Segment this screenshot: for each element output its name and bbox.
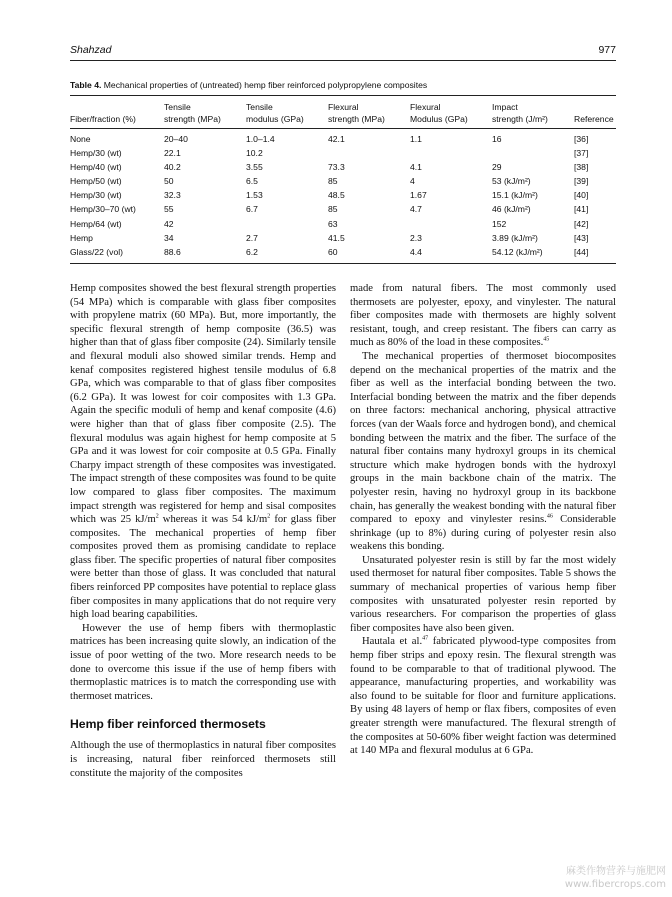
paragraph: However the use of hemp fibers with thermoplastic matrices has been increasing quite slowly, an indication of the issue of poor wetting of the two. More research needs to be done to overcome this issue if the use of hemp fibers with thermoplastic matrices is to match the corresponding use with thermoset matrices.: [70, 622, 336, 702]
column-header-line: Modulus (GPa): [410, 114, 468, 124]
cell-flexural-modulus: 4.7: [410, 204, 422, 215]
cell-flexural-strength: 48.5: [328, 190, 345, 201]
right-column: [350, 282, 616, 758]
cell-tensile-strength: 50: [164, 176, 174, 187]
column-header: [164, 97, 246, 129]
table-row: [70, 245, 616, 259]
table-caption-text: Mechanical properties of (untreated) hemp fiber reinforced polypropylene composites: [103, 80, 428, 90]
cell-flexural-strength: 63: [328, 218, 338, 229]
column-header-line: strength (J/m²): [492, 114, 548, 124]
cell-reference: [39]: [574, 176, 589, 187]
cell-fiber: Hemp/30 (wt): [70, 148, 122, 159]
cell-flexural-modulus: 2.3: [410, 232, 422, 243]
column-header-line: Impact: [492, 102, 518, 112]
cell-impact-strength: 54.12 (kJ/m²): [492, 246, 543, 257]
citation-superscript: 45: [543, 336, 550, 343]
cell-tensile-modulus: 2.7: [246, 232, 258, 243]
cell-flexural-strength: 85: [328, 204, 338, 215]
column-header: [410, 97, 492, 129]
cell-impact-strength: 16: [492, 134, 502, 144]
citation-superscript: 46: [546, 513, 553, 520]
cell-impact-strength: 15.1 (kJ/m²): [492, 190, 538, 201]
cell-impact-strength: [492, 146, 574, 160]
column-header-line: [574, 101, 616, 113]
table-label: Table 4.: [70, 80, 102, 90]
cell-tensile-modulus: 3.55: [246, 162, 263, 173]
cell-flexural-strength: 60: [328, 246, 338, 257]
cell-flexural-strength: 73.3: [328, 162, 345, 173]
column-header-line: Flexural: [410, 102, 441, 112]
cell-flexural-modulus: 1.67: [410, 190, 427, 201]
cell-impact-strength: 3.89 (kJ/m²): [492, 232, 538, 243]
column-header-line: Tensile: [246, 102, 273, 112]
cell-tensile-modulus: 6.7: [246, 204, 258, 215]
superscript: 2: [267, 513, 271, 520]
cell-tensile-strength: 55: [164, 204, 174, 215]
cell-flexural-strength: [328, 146, 410, 160]
cell-fiber: Glass/22 (vol): [70, 246, 124, 257]
cell-tensile-modulus: [246, 217, 328, 231]
cell-fiber: Hemp/30–70 (wt): [70, 204, 136, 215]
table-caption: [70, 80, 616, 90]
watermark-line: www.fibercrops.com: [564, 879, 666, 890]
cell-flexural-modulus: 4.1: [410, 162, 422, 173]
cell-tensile-strength: 34: [164, 232, 174, 243]
watermark: [565, 865, 666, 891]
table-row: [70, 160, 616, 174]
paragraph-text: made from natural fibers. The most commonly used thermosets are polyester, epoxy, and vinylester. The natural fiber composites made with thermosets are highly solvent resistant, tough, and creep resistant. The fibers can carry as much as 80% of the load in these composites.: [350, 283, 616, 349]
mechanical-properties-table: [70, 97, 616, 259]
column-header-line: Reference: [574, 114, 614, 124]
table-header-row: [70, 97, 616, 129]
column-header-line: Tensile: [164, 102, 191, 112]
cell-reference: [41]: [574, 204, 589, 215]
column-header-line: Fiber/fraction (%): [70, 114, 136, 124]
left-column: [70, 282, 336, 780]
cell-impact-strength: 29: [492, 162, 502, 173]
cell-reference: [40]: [574, 190, 589, 201]
paragraph-text: whereas it was 54 kJ/m: [158, 514, 268, 526]
cell-flexural-modulus: [410, 217, 492, 231]
cell-fiber: Hemp/40 (wt): [70, 162, 122, 173]
cell-reference: [43]: [574, 232, 589, 243]
page-number: 977: [598, 44, 616, 56]
table-row: [70, 146, 616, 160]
cell-flexural-strength: 42.1: [328, 134, 345, 144]
column-header: [328, 97, 410, 129]
cell-impact-strength: 53 (kJ/m²): [492, 176, 531, 187]
cell-reference: [42]: [574, 218, 589, 229]
table-row: [70, 217, 616, 231]
cell-tensile-strength: 20–40: [164, 134, 188, 144]
paragraph-text: The mechanical properties of thermoset biocomposites depend on the mechanical properties of the matrix and the fiber as well as the interfacial bonding between the two. Interfacial bonding between the matrix and the fiber depends on three factors: mechanical anchoring, physical attractive forces (van der Waals force and hydrogen bond), and chemical bonding between the matrix and the fiber. The surface of the natural fiber contains many hydroxyl groups in its chemical structure which make hydrogen bonds with the hydroxyl groups in the main backbone chain of the matrix. The polyester resin, having no hydroxyl group in its backbone chain, has generally the weakest bonding with the natural fiber compared to epoxy and vinylester resins.: [350, 350, 616, 526]
watermark-line: 麻类作物营养与施肥网: [566, 866, 666, 877]
table-row: [70, 174, 616, 188]
column-header-line: Flexural: [328, 102, 359, 112]
column-header: [246, 97, 328, 129]
paragraph: [70, 282, 336, 622]
header-rule: [70, 60, 616, 61]
citation-superscript: 47: [422, 635, 429, 642]
cell-reference: [36]: [574, 134, 589, 144]
cell-fiber: Hemp/30 (wt): [70, 190, 122, 201]
cell-tensile-modulus: 1.0–1.4: [246, 134, 275, 144]
column-header-line: modulus (GPa): [246, 114, 304, 124]
column-header-line: strength (MPa): [164, 114, 221, 124]
paragraph-text: Hemp composites showed the best flexural strength properties (54 MPa) which is comparable with glass fiber composites with propylene matrix (60 MPa). But, more importantly, the specific flexural strength of hemp composite (36.5) was higher than that of glass fiber composite (24). Similarly tensile and flexural moduli also showed similar trends. Hemp and kenaf composites registered highest tensile modulus of 6.8 GPa, which was comparable to that of glass fiber composites (6.2 GPa). It was lowest for coir composites with 1.3 GPa. Again the specific moduli of hemp and kenaf composite (4.6) were higher than that of glass fiber composite (2.5). The flexural modulus was again highest for hemp composite at 5 GPa and it was lowest for coir composite at 0.5 GPa. Finally Charpy impact strength of these composites was investigated. The impact strength of these composites was found to be quite low compared to glass fiber composites. The maximum impact strength was registered for hemp and sisal composites which was 25 kJ/m: [70, 283, 336, 526]
table-row: [70, 129, 616, 146]
cell-flexural-strength: 85: [328, 176, 338, 187]
cell-flexural-modulus: [410, 146, 492, 160]
table-row: [70, 202, 616, 216]
column-header: [70, 97, 164, 129]
cell-tensile-strength: 88.6: [164, 246, 181, 257]
paragraph-text: Hautala et al.: [362, 636, 423, 648]
cell-fiber: Hemp/64 (wt): [70, 218, 122, 229]
cell-tensile-modulus: 10.2: [246, 148, 263, 159]
table-bottom-rule: [70, 263, 616, 264]
paragraph-text: Considerable shrinkage (up to 8%) during curing of polyester resin also weakens this bonding.: [350, 514, 617, 553]
paragraph: [350, 282, 616, 350]
cell-tensile-strength: 32.3: [164, 190, 181, 201]
column-header-line: [70, 101, 164, 113]
cell-tensile-strength: 40.2: [164, 162, 181, 173]
cell-tensile-strength: 42: [164, 218, 174, 229]
column-header-line: strength (MPa): [328, 114, 385, 124]
cell-flexural-modulus: 4.4: [410, 246, 422, 257]
table-top-rule: [70, 95, 616, 96]
paragraph: Although the use of thermoplastics in natural fiber composites is increasing, natural fiber reinforced thermosets still constitute the majority of the composites: [70, 740, 336, 779]
table-row: [70, 231, 616, 245]
cell-tensile-modulus: 1.53: [246, 190, 263, 201]
cell-flexural-strength: 41.5: [328, 232, 345, 243]
cell-impact-strength: 152: [492, 218, 507, 229]
cell-tensile-modulus: 6.5: [246, 176, 258, 187]
cell-tensile-modulus: 6.2: [246, 246, 258, 257]
section-heading: Hemp fiber reinforced thermosets: [70, 717, 266, 732]
column-header: [574, 97, 616, 129]
cell-reference: [44]: [574, 246, 589, 257]
paragraph: Unsaturated polyester resin is still by far the most widely used thermoset for natural fiber composites. Table 5 shows the summary of mechanical properties of various hemp fiber composites with unsaturated polyester resin reported by various researchers. For comparison the properties of glass fiber composites have also been given.: [350, 554, 616, 634]
cell-flexural-modulus: 1.1: [410, 134, 422, 144]
cell-fiber: Hemp/50 (wt): [70, 176, 122, 187]
running-head: [70, 44, 616, 60]
table-row: [70, 188, 616, 202]
cell-flexural-modulus: 4: [410, 176, 415, 187]
paragraph: [350, 635, 616, 757]
paragraph-text: for glass fiber composites. The mechanical properties of hemp fiber composites proved them as promising candidate to replace glass fiber. The specific properties of natural fiber composites were better than those of glass. It was concluded that natural fibers reinforced PP composites have potential to replace glass fiber composites in many applications that do not require very high load bearing capabilities.: [70, 514, 336, 621]
cell-tensile-strength: 22.1: [164, 148, 181, 159]
column-header: [492, 97, 574, 129]
cell-impact-strength: 46 (kJ/m²): [492, 204, 531, 215]
table-body: [70, 129, 616, 259]
cell-fiber: Hemp: [70, 232, 93, 243]
cell-fiber: None: [70, 134, 91, 144]
running-head-author: Shahzad: [70, 44, 112, 56]
paragraph-text: fabricated plywood-type composites from hemp fiber strips and epoxy resin. The flexural strength was found to be comparable to that of traditional plywood. The appearance, manufacturing properties, and workability was also found to be suitable for floor and furniture applications. By using 48 layers of hemp or flax fibers, composites of even greater strength were manufactured. The flexural strength of the composites at 50-60% fiber weight faction was determined at 140 MPa and flexural modulus at 6 GPa.: [350, 636, 616, 757]
paragraph: [350, 350, 616, 554]
cell-reference: [37]: [574, 148, 589, 159]
superscript: 2: [155, 513, 159, 520]
cell-reference: [38]: [574, 162, 589, 173]
